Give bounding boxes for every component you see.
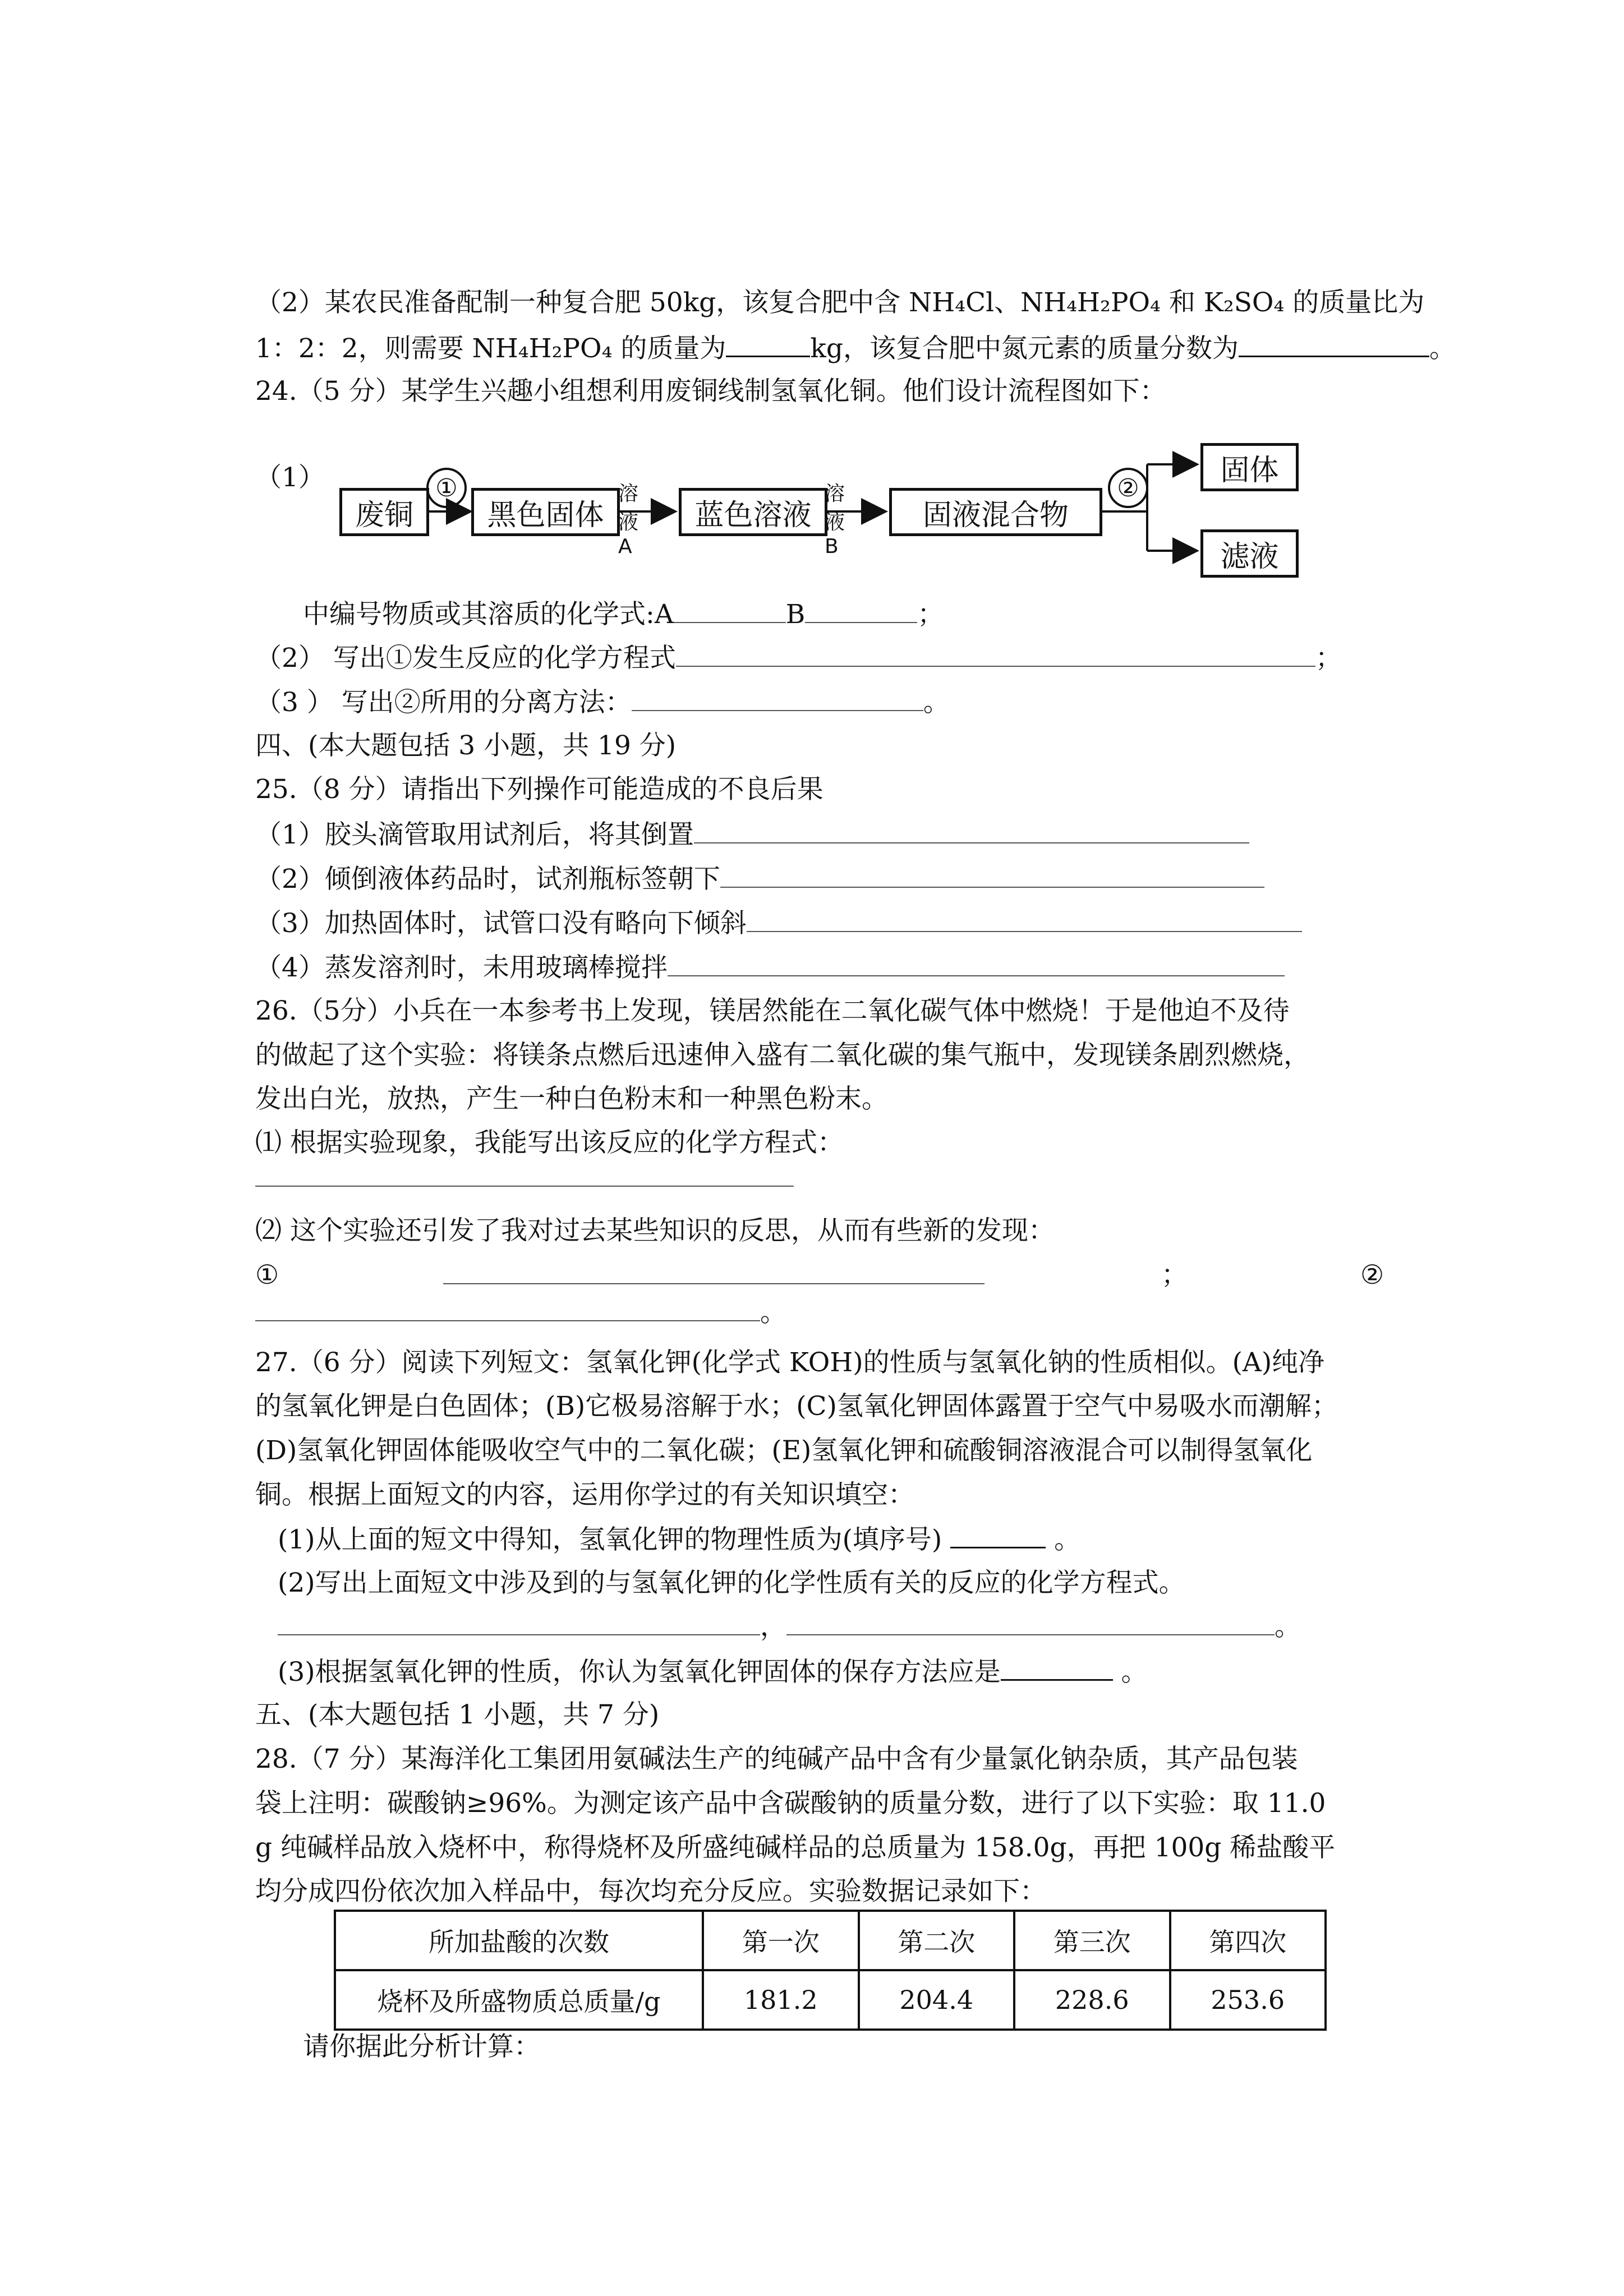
q24-title: 24.（5 分）某学生兴趣小组想利用废铜线制氢氧化铜。他们设计流程图如下： (255, 376, 1166, 407)
answer-blank-equation-1[interactable] (676, 641, 1315, 667)
flow-box-solid: 固体 (1200, 443, 1299, 491)
answer-blank-a[interactable] (674, 597, 786, 623)
answer-blank-25-3[interactable] (747, 906, 1302, 932)
table-cell: 烧杯及所盛物质总质量/g (335, 1970, 703, 2030)
q24-p1-label: （1） (255, 462, 325, 493)
q25-item-2-text: （2）倾倒液体药品时，试剂瓶标签朝下 (255, 864, 720, 895)
q26-line2: 的做起了这个实验：将镁条点燃后迅速伸入盛有二氧化碳的集气瓶中，发现镁条剧烈燃烧， (255, 1040, 1310, 1071)
q24-p3-text: （3 ） 写出②所用的分离方法： (255, 687, 632, 718)
answer-blank-27-1[interactable] (950, 1522, 1046, 1548)
q27-p2-comma: ， (760, 1611, 786, 1642)
q23-line2-a: 1：2：2，则需要 NH₄H₂PO₄ 的质量为 (255, 333, 726, 364)
table-cell: 228.6 (1014, 1970, 1170, 2030)
answer-blank-25-1[interactable] (694, 818, 1249, 843)
answer-blank-b[interactable] (805, 597, 917, 623)
q26-blank-row (255, 1161, 794, 1195)
q25-item-2 (255, 862, 1264, 896)
q24-p1-text-b: B (785, 599, 806, 630)
flow-box-waste-copper: 废铜 (339, 488, 429, 536)
section-5-heading: 五、(本大题包括 1 小题，共 7 分) (255, 1699, 660, 1730)
answer-blank-25-2[interactable] (720, 862, 1264, 888)
q28-line4: 均分成四份依次加入样品中，每次均充分反应。实验数据记录如下： (255, 1876, 1046, 1907)
q25-item-3-text: （3）加热固体时，试管口没有略向下倾斜 (255, 908, 747, 939)
section-4-heading: 四、(本大题包括 3 小题，共 19 分) (255, 730, 677, 761)
q27-line2: 的氢氧化钾是白色固体；(B)它极易溶解于水；(C)氢氧化钾固体露置于空气中易吸水而潮解； (255, 1391, 1338, 1422)
q26-blank-1-row (443, 1258, 984, 1293)
q23-line2-c: 。 (1429, 333, 1456, 364)
q27-p1-end: 。 (1054, 1524, 1081, 1555)
q24-p1-text-a: 中编号物质或其溶质的化学式:A (303, 599, 674, 630)
table-header-cell: 第四次 (1170, 1911, 1326, 1970)
answer-blank-27-2a[interactable] (278, 1610, 760, 1635)
q25-item-3 (255, 906, 1302, 940)
q25-title: 25.（8 分）请指出下列操作可能造成的不良后果 (255, 774, 823, 805)
flow-box-mixture: 固液混合物 (889, 488, 1102, 536)
q26-p1: ⑴ 根据实验现象，我能写出该反应的化学方程式： (255, 1127, 844, 1158)
q26-blank-2-row (255, 1295, 786, 1330)
answer-blank-25-4[interactable] (668, 951, 1285, 976)
q27-p2-blanks (278, 1610, 1301, 1644)
q27-p1 (278, 1522, 1080, 1557)
q24-p3 (255, 685, 950, 720)
q24-p1-text-c: ； (917, 599, 944, 630)
q27-line3: (D)氢氧化钾固体能吸收空气中的二氧化碳；(E)氢氧化钾和硫酸铜溶液混合可以制得氢氧化 (255, 1435, 1313, 1466)
q24-p2 (255, 641, 1342, 675)
table-row (335, 1970, 1326, 2030)
q28-line2: 袋上注明：碳酸钠≥96%。为测定该产品中含碳酸钠的质量分数，进行了以下实验：取 11.0 (255, 1788, 1326, 1819)
flow-box-filtrate: 滤液 (1200, 529, 1299, 578)
q25-item-4 (255, 951, 1285, 985)
flow-box-blue-solution: 蓝色溶液 (679, 488, 827, 536)
table-header-row (335, 1911, 1326, 1970)
table-cell: 181.2 (703, 1970, 859, 2030)
q24-p2-text: （2） 写出①发生反应的化学方程式 (255, 643, 676, 674)
flow-box-black-solid: 黑色固体 (471, 488, 620, 536)
q27-p3-end: 。 (1121, 1657, 1148, 1688)
q25-item-1 (255, 818, 1249, 852)
answer-blank-26-2[interactable] (255, 1295, 760, 1321)
q26-line3: 发出白光，放热，产生一种白色粉末和一种黑色粉末。 (255, 1084, 888, 1114)
q27-line4: 铜。根据上面短文的内容，运用你学过的有关知识填空： (255, 1479, 914, 1510)
q28-line1: 28.（7 分）某海洋化工集团用氨碱法生产的纯碱产品中含有少量氯化钠杂质，其产品包装 (255, 1744, 1298, 1774)
q24-p1-text (303, 597, 944, 631)
step-1-marker: ① (426, 468, 467, 508)
table-header-cell: 第三次 (1014, 1911, 1170, 1970)
table-header-cell: 第一次 (703, 1911, 859, 1970)
step-2-marker: ② (1108, 468, 1148, 508)
q24-p3-end: 。 (923, 687, 950, 718)
q27-p3-text: (3)根据氢氧化钾的性质，你认为氢氧化钾固体的保存方法应是 (278, 1657, 1001, 1688)
q26-p2: ⑵ 这个实验还引发了我对过去某些知识的反思，从而有些新的发现： (255, 1215, 1055, 1246)
q26-mark-1: ① (255, 1260, 279, 1290)
q23-line2-b: kg，该复合肥中氮元素的质量分数为 (810, 333, 1239, 364)
arrow-label-solution-b: 溶液B (825, 482, 845, 558)
q27-p3 (278, 1654, 1148, 1689)
q24-p2-end: ； (1315, 643, 1342, 674)
answer-blank-27-3[interactable] (1001, 1654, 1113, 1681)
answer-blank-separation[interactable] (632, 685, 923, 711)
q27-p2-end: 。 (1275, 1611, 1301, 1642)
q26-end: 。 (760, 1297, 786, 1328)
q26-semicolon: ； (1161, 1260, 1188, 1290)
table-cell: 253.6 (1170, 1970, 1326, 2030)
q25-item-1-text: （1）胶头滴管取用试剂后，将其倒置 (255, 819, 694, 850)
experiment-data-table (334, 1910, 1327, 2031)
table-cell: 204.4 (859, 1970, 1015, 2030)
table-header-cell: 所加盐酸的次数 (335, 1911, 703, 1970)
q28-after: 请你据此分析计算： (303, 2031, 540, 2062)
q26-mark-2: ② (1360, 1260, 1384, 1290)
q28-line3: g 纯碱样品放入烧杯中，称得烧杯及所盛纯碱样品的总质量为 158.0g，再把 100g 稀盐酸平 (255, 1832, 1336, 1863)
q27-p2: (2)写出上面短文中涉及到的与氢氧化钾的化学性质有关的反应的化学方程式。 (278, 1567, 1185, 1598)
q27-line1: 27.（6 分）阅读下列短文：氢氧化钾(化学式 KOH)的性质与氢氧化钠的性质相似。(A)纯净 (255, 1347, 1325, 1378)
q25-item-4-text: （4）蒸发溶剂时，未用玻璃棒搅拌 (255, 952, 668, 983)
table-header-cell: 第二次 (859, 1911, 1015, 1970)
q27-p1-text: (1)从上面的短文中得知，氢氧化钾的物理性质为(填序号) (278, 1524, 942, 1555)
answer-blank-26-equation[interactable] (255, 1161, 794, 1187)
arrow-label-solution-a: 溶液A (618, 482, 639, 558)
q26-line1: 26.（5分）小兵在一本参考书上发现，镁居然能在二氧化碳气体中燃烧！于是他迫不及待 (255, 995, 1290, 1026)
answer-blank-27-2b[interactable] (786, 1610, 1275, 1635)
answer-blank-26-1[interactable] (443, 1258, 984, 1284)
q23-line1: （2）某农民准备配制一种复合肥 50kg，该复合肥中含 NH₄Cl、NH₄H₂PO₄ 和 K₂SO₄ 的质量比为 (255, 287, 1425, 318)
